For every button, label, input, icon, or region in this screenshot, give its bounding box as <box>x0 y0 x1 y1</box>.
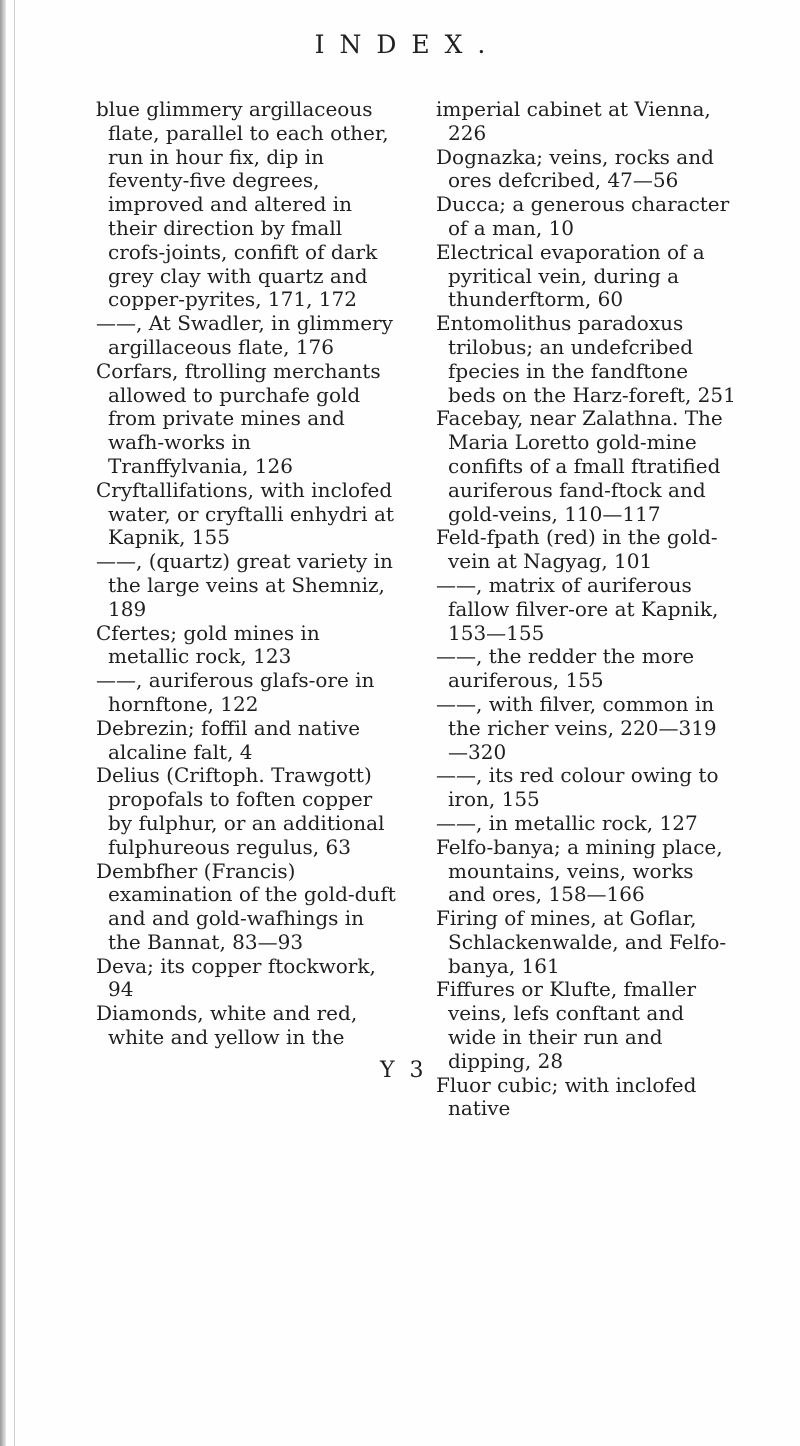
page-edge-line <box>14 0 15 1446</box>
index-entry: Debrezin; foffil and native alcaline falt, 4 <box>96 715 361 764</box>
index-entry: ——, (quartz) great variety in the large veins at Shemniz, 189 <box>96 549 393 621</box>
index-entry: Felfo-banya; a mining place, mountains, veins, works and ores, 158—166 <box>436 834 723 907</box>
page-edge-shadow <box>0 0 6 1446</box>
index-entry: ——, At Swadler, in glimmery argillaceous flate, 176 <box>96 311 393 359</box>
index-entry: ——, auriferous glafs-ore in hornftone, 122 <box>96 668 375 716</box>
index-entry: Dembfher (Francis) examination of the gold-duft and and gold-wafhings in the Bannat, 83—93 <box>96 858 396 954</box>
index-entry: imperial cabinet at Vienna, 226 <box>436 97 711 145</box>
index-entry: Facebay, near Zalathna. The Maria Loretto gold-mine confifts of a fmall ftratified auriferous fand-ftock and gold-veins, 110—117 <box>436 406 723 526</box>
index-entry: blue glimmery argillaceous flate, parallel to each other, run in hour fix, dip in feventy-five degrees, improved and altered in their direction by fmall crofs-joints, confift of dark grey clay with quartz and copper-pyrites, 171, 172 <box>96 97 389 312</box>
index-entry: ——, with filver, common in the richer veins, 220—319—320 <box>436 691 717 764</box>
index-entry: ——, in metallic rock, 127 <box>436 810 698 835</box>
index-column-right <box>436 98 736 1121</box>
index-entry: Diamonds, white and red, white and yellow in the <box>96 1001 358 1050</box>
index-column-left <box>96 98 396 1050</box>
index-entry: Ducca; a generous character of a man, 10 <box>436 192 730 240</box>
running-head: INDEX. <box>314 30 501 59</box>
index-entry: ——, matrix of auriferous fallow filver-ore at Kapnik, 153—155 <box>436 572 719 645</box>
signature-mark: Y 3 <box>380 1058 428 1083</box>
index-entry: Corfars, ftrolling merchants allowed to purchafe gold from private mines and wafh-works in Tranffylvania, 126 <box>96 358 381 478</box>
index-entry: Fluor cubic; with inclofed native <box>436 1072 697 1121</box>
index-entry: ——, its red colour owing to iron, 155 <box>436 763 719 812</box>
index-entry: Firing of mines, at Goflar, Schlackenwalde, and Felfo-banya, 161 <box>436 906 727 978</box>
index-entry: Deva; its copper ftockwork, 94 <box>96 953 376 1002</box>
index-entry: Cfertes; gold mines in metallic rock, 123 <box>96 620 320 669</box>
index-entry: Cryftallifations, with inclofed water, or cryftalli enhydri at Kapnik, 155 <box>96 477 394 550</box>
index-entry: Fiffures or Klufte, fmaller veins, lefs conftant and wide in their run and dipping, 28 <box>436 977 697 1073</box>
index-entry: Entomolithus paradoxus trilobus; an undefcribed fpecies in the fandftone beds on the Harz-foreft, 251 <box>436 311 736 407</box>
index-entry: Electrical evaporation of a pyritical vein, during a thunderftorm, 60 <box>436 239 705 312</box>
index-entry: ——, the redder the more auriferous, 155 <box>436 644 695 693</box>
index-entry: Feld-fpath (red) in the gold-vein at Nagyag, 101 <box>436 525 718 574</box>
index-entry: Dognazka; veins, rocks and ores defcribed, 47—56 <box>436 144 714 193</box>
index-entry: Delius (Criftoph. Trawgott) propofals to foften copper by fulphur, or an additional fulphureous regulus, 63 <box>96 763 385 859</box>
